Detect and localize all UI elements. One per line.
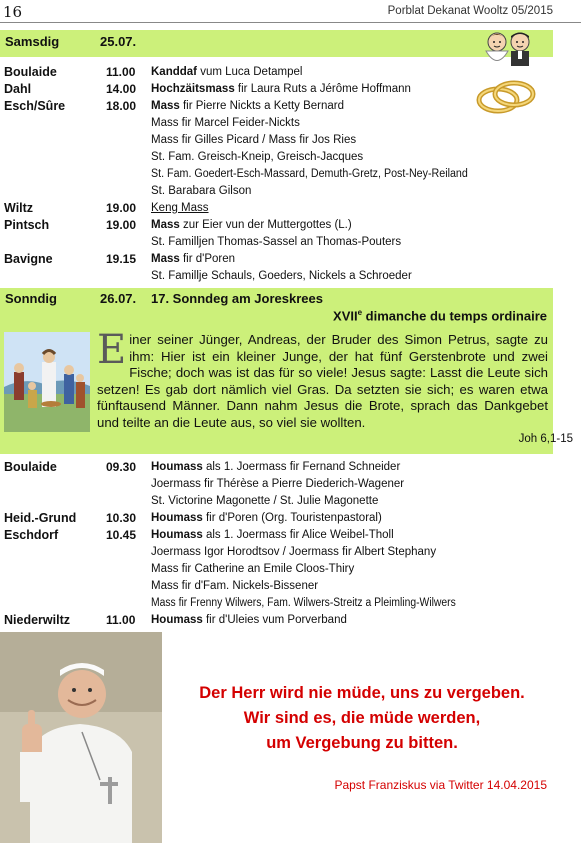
quote-line-2: Wir sind es, die müde werden,	[243, 709, 481, 727]
mass-description: St. Fam. Goedert-Esch-Massard, Demuth-Gretz, Post-Ney-Reiland	[151, 168, 468, 180]
list-item	[0, 183, 560, 200]
mass-description: St. Victorine Magonette / St. Julie Magonette	[151, 495, 379, 507]
mass-description: St. Barabara Gilson	[151, 185, 252, 197]
quote-line-1: Der Herr wird nie müde, uns zu vergeben.	[199, 684, 525, 702]
list-item	[0, 217, 560, 234]
list-item	[0, 493, 560, 510]
mass-description: Mass fir Marcel Feider-Nickts	[151, 117, 300, 129]
gospel-dropcap: E	[97, 327, 127, 373]
wedding-couple-icon	[478, 30, 538, 68]
mass-description: Kanddaf vum Luca Detampel	[151, 66, 303, 78]
list-item	[0, 149, 560, 166]
list-item	[0, 200, 560, 217]
mass-description: Joermass Igor Horodtsov / Joermass fir Albert Stephany	[151, 546, 437, 558]
place-name: Wiltz	[4, 201, 34, 215]
place-name: Boulaide	[4, 460, 57, 474]
mass-description: Mass fir Gilles Picard / Mass fir Jos Ries	[151, 134, 357, 146]
saturday-date: 25.07.	[100, 34, 137, 49]
sunday-date: 26.07.	[100, 291, 137, 306]
place-name: Eschdorf	[4, 528, 59, 542]
place-name: Bavigne	[4, 252, 53, 266]
mass-description: Mass fir Frenny Wilwers, Fam. Wilwers-Streitz a Pleimling-Wilwers	[151, 597, 456, 609]
mass-time: 19.15	[106, 252, 137, 266]
place-name: Pintsch	[4, 218, 50, 232]
mass-time: 10.45	[106, 528, 137, 542]
list-item	[0, 612, 560, 629]
jesus-feeding-illustration	[4, 332, 90, 432]
list-item	[0, 544, 560, 561]
quote-line-3: um Vergebung zu bitten.	[266, 734, 458, 752]
page-header	[0, 0, 581, 22]
pope-francis-photo	[0, 632, 162, 843]
mass-time: 19.00	[106, 201, 137, 215]
list-item	[0, 115, 560, 132]
mass-time: 11.00	[106, 613, 136, 627]
list-item	[0, 476, 560, 493]
mass-description: Houmass als 1. Joermass fir Alice Weibel-Tholl	[151, 529, 394, 541]
list-item	[0, 166, 560, 183]
place-name: Dahl	[4, 82, 32, 96]
mass-description: Mass fir Catherine an Emile Cloos-Thiry	[151, 563, 355, 575]
mass-time: 18.00	[106, 99, 137, 113]
list-item	[0, 132, 560, 149]
list-item	[0, 64, 560, 81]
newsletter-title: Porblat Dekanat Wooltz 05/2015	[387, 5, 553, 17]
mass-time: 10.30	[106, 511, 137, 525]
list-item	[0, 234, 560, 251]
place-name: Niederwiltz	[4, 613, 70, 627]
list-item	[0, 561, 560, 578]
sunday-day-label: Sonndig	[5, 291, 57, 306]
sunday-liturgical-title: 17. Sonndeg am Joreskrees	[151, 291, 323, 306]
place-name: Heid.-Grund	[4, 511, 77, 525]
gospel-reference: Joh 6,1-15	[518, 433, 573, 445]
gospel-text: Einer seiner Jünger, Andreas, der Bruder des Simon Petrus, sagte zu ihm: Hier ist ein kleiner Junge, der hat fünf Gerstenbrote und zwei Fische; doch was ist das für so viele! Jesus sagte: Lasst die Leute sich setzen! Es gab dort nämlich viel Gras. Da setzten sie sich; es waren etwa fünftausend Männer. Dann nahm Jesus die Brote, sprach das Dankgebet und teilte an die Leute aus, so viel sie wollten.	[97, 327, 548, 430]
mass-time: 09.30	[106, 460, 137, 474]
place-name: Boulaide	[4, 65, 57, 79]
mass-description: Houmass fir d'Poren (Org. Touristenpastoral)	[151, 512, 382, 524]
mass-description: Mass fir Pierre Nickts a Ketty Bernard	[151, 100, 345, 112]
list-item	[0, 459, 560, 476]
mass-description: St. Fam. Greisch-Kneip, Greisch-Jacques	[151, 151, 364, 163]
list-item	[0, 527, 560, 544]
mass-description: Hochzäitsmass fir Laura Ruts a Jérôme Hoffmann	[151, 83, 411, 95]
saturday-band	[0, 30, 553, 57]
mass-time: 19.00	[106, 218, 137, 232]
mass-time: 14.00	[106, 82, 137, 96]
quote-source: Papst Franziskus via Twitter 14.04.2015	[334, 778, 547, 792]
saturday-day-label: Samsdig	[5, 34, 60, 49]
mass-time: 11.00	[106, 65, 136, 79]
mass-description: Mass zur Eier vun der Muttergottes (L.)	[151, 219, 352, 231]
mass-description: St. Familljen Thomas-Sassel an Thomas-Pouters	[151, 236, 402, 248]
list-item	[0, 510, 560, 527]
header-divider	[0, 22, 581, 23]
sunday-liturgical-subtitle: XVIIe dimanche du temps ordinaire	[333, 308, 547, 324]
mass-description: St. Famillje Schauls, Goeders, Nickels a Schroeder	[151, 270, 412, 282]
mass-description: Keng Mass	[151, 202, 209, 214]
place-name: Esch/Sûre	[4, 99, 66, 113]
list-item	[0, 251, 560, 268]
mass-description: Mass fir d'Poren	[151, 253, 236, 265]
mass-description: Joermass fir Thérèse a Pierre Diederich-Wagener	[151, 478, 405, 490]
list-item	[0, 268, 560, 285]
mass-description: Mass fir d'Fam. Nickels-Bissener	[151, 580, 319, 592]
mass-description: Houmass als 1. Joermass fir Fernand Schneider	[151, 461, 401, 473]
list-item	[0, 98, 560, 115]
page-number: 16	[3, 3, 23, 21]
mass-description: Houmass fir d'Uleies vum Porverband	[151, 614, 347, 626]
list-item	[0, 578, 560, 595]
list-item	[0, 81, 560, 98]
list-item	[0, 595, 560, 612]
